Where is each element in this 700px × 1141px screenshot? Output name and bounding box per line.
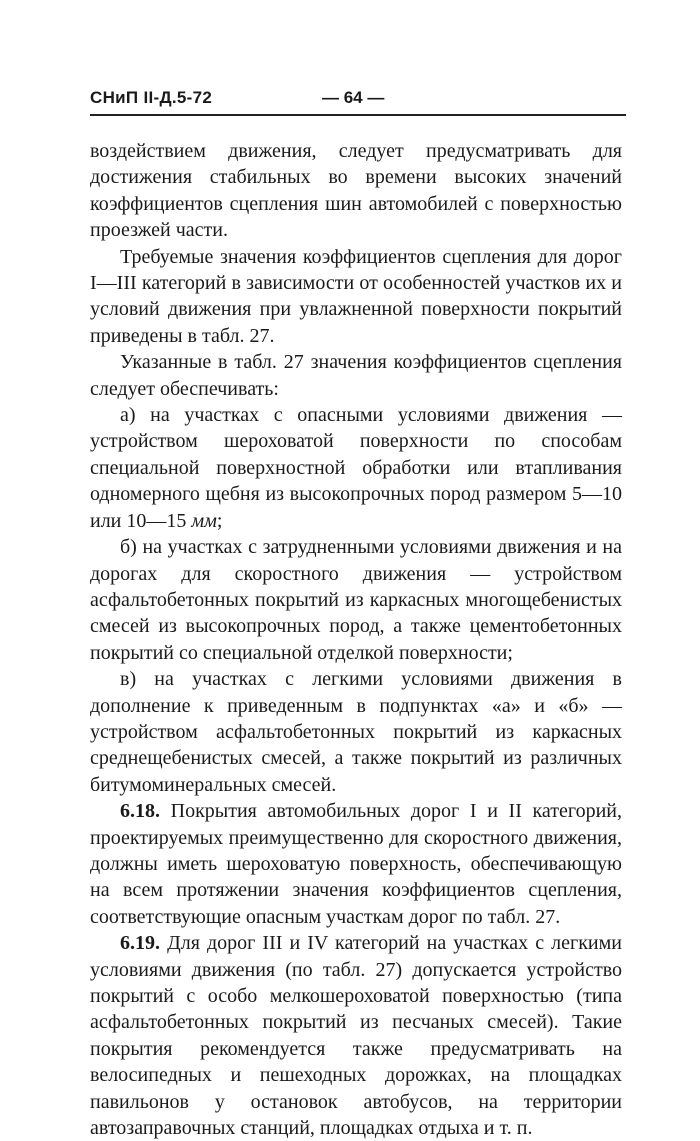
clause-6-18 — [90, 798, 622, 930]
list-item-a-end: ; — [216, 509, 223, 532]
clause-text: Покрытия автомобильных дорог I и II категорий, проектируемых преимущественно для скоростного движения, должны иметь шероховатую поверхность, обеспечивающую на всем протяжении значения коэффициентов сцепления, соответствующие опасным участкам дорог по табл. 27. — [90, 800, 622, 928]
page-header — [90, 88, 626, 110]
unit-mm: мм — [191, 509, 217, 532]
paragraph-continuation: воздействием движения, следует предусматривать для достижения стабильных во времени высоких значений коэффициентов сцепления шин автомобилей с поверхностью проезжей части. — [90, 140, 622, 242]
clause-number: 6.19. — [120, 932, 160, 955]
document-code: СНиП II-Д.5-72 — [90, 88, 213, 107]
list-item-a-text: а) на участках с опасными условиями движения — устройством шероховатой поверхности по способам специальной поверхностной обработки или втапливания одномерного щебня из высокопрочных пород размером 5—10 или 10—15 — [90, 404, 622, 532]
page-number: — 64 — — [322, 88, 385, 107]
header-rule — [90, 114, 626, 116]
body-text — [90, 138, 622, 1141]
paragraph-requirements: Требуемые значения коэффициентов сцепления для дорог I—III категорий в зависимости от особенностей участков их и условий движения при увлажненной поверхности покрытий приведены в табл. 27. — [90, 245, 622, 347]
clause-number: 6.18. — [120, 800, 160, 823]
paragraph-provision: Указанные в табл. 27 значения коэффициентов сцепления следует обеспечивать: — [90, 351, 622, 400]
list-item-b: б) на участках с затрудненными условиями движения и на дорогах для скоростного движения — устройством асфальтобетонных покрытий из каркасных многощебенистых смесей из высокопрочных пород, а также цементобетонных покрытий со специальной отделкой поверхности; — [90, 536, 622, 664]
clause-6-19 — [90, 930, 622, 1141]
list-item-a — [90, 402, 622, 534]
clause-text: Для дорог III и IV категорий на участках с легкими условиями движения (по табл. 27) допускается устройство покрытий с особо мелкошероховатой поверхностью (типа асфальтобетонных покрытий из песчаных смесей). Такие покрытия рекомендуется также предусматривать на велосипедных и пешеходных дорожках, на площадках павильонов у остановок автобусов, на территории автозаправочных станций, площадках отдыха и т. п. — [90, 932, 622, 1140]
list-item-c: в) на участках с легкими условиями движения в дополнение к приведенным в подпунктах «а» и «б» — устройством асфальтобетонных покрытий из каркасных среднещебенистых смесей, а также покрытий из различных битумоминеральных смесей. — [90, 668, 622, 796]
